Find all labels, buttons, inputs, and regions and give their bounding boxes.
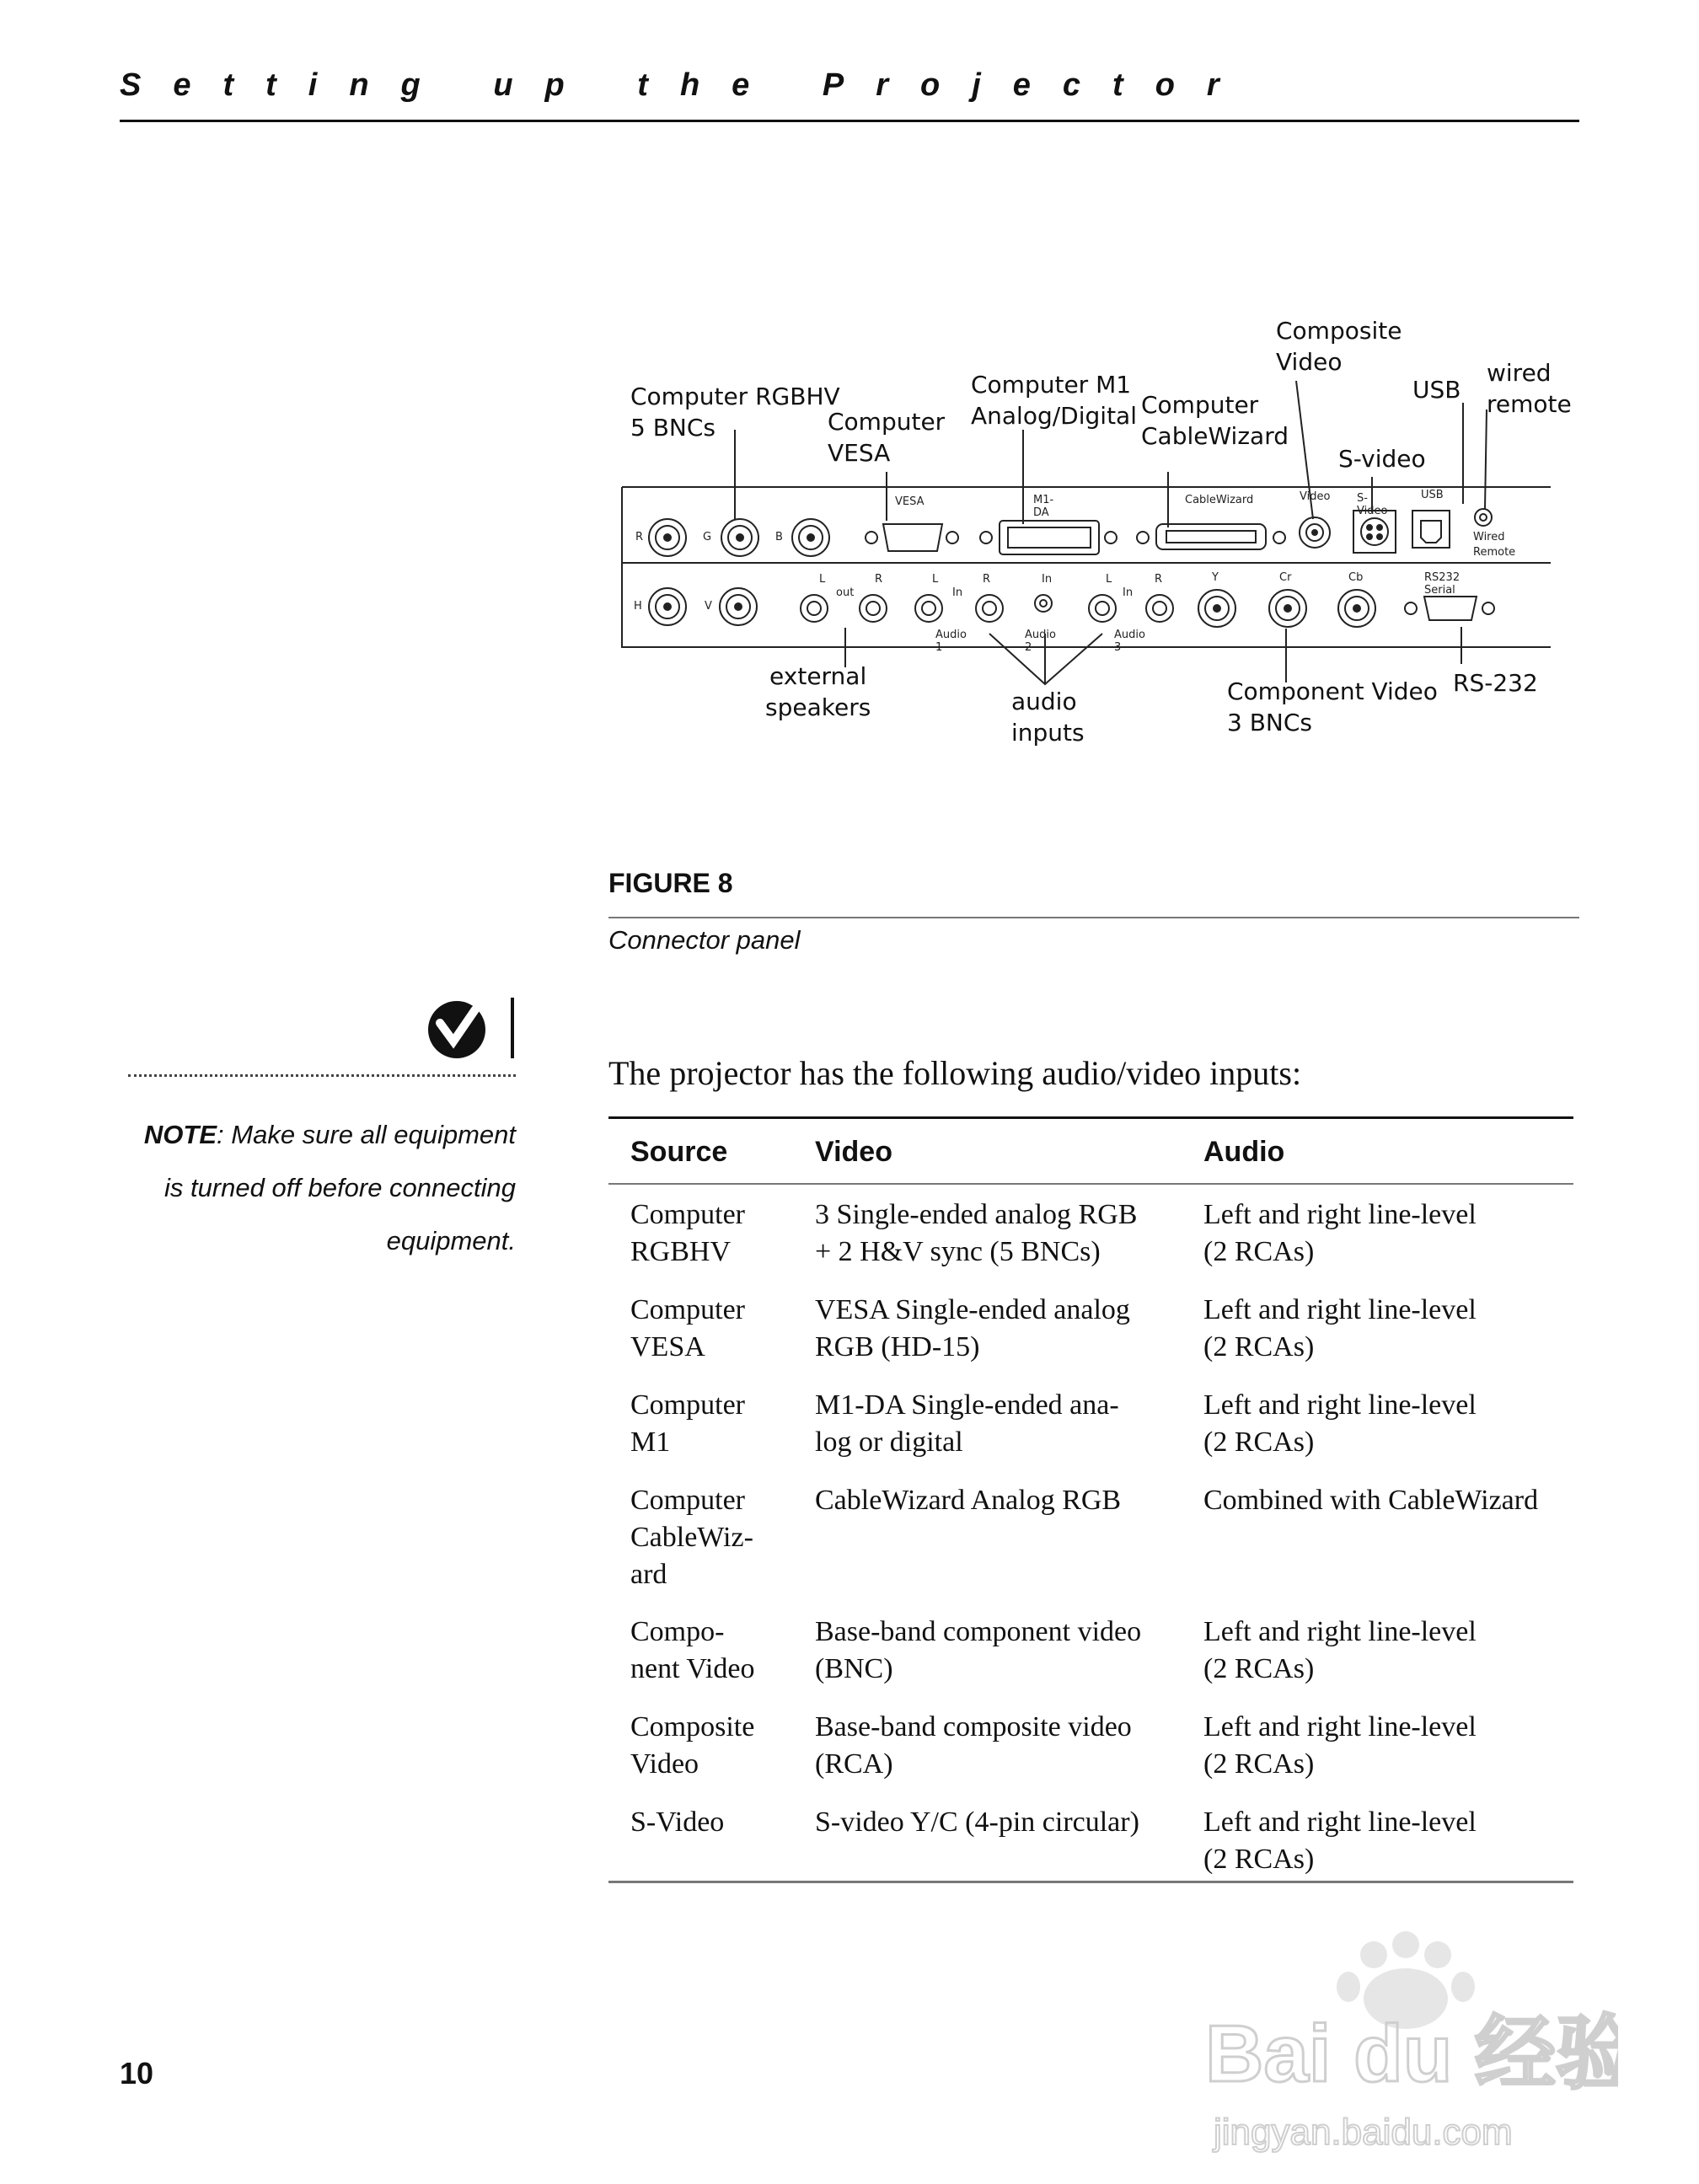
callout-svideo: S-video <box>1338 445 1426 473</box>
paw-logo-icon <box>1197 1930 1618 2157</box>
bnc-h <box>649 588 686 625</box>
callout-usb: USB <box>1412 376 1461 404</box>
callout-speakers: external speakers <box>765 662 871 721</box>
table-header-video: Video <box>815 1136 892 1168</box>
cablewizard-port <box>1137 524 1285 549</box>
label-audio2: Audio 2 <box>1025 629 1056 654</box>
label-a1-l: L <box>932 573 939 586</box>
bnc-g <box>721 519 758 556</box>
running-header: Setting up the Projector <box>120 67 1251 103</box>
label-vesa: VESA <box>895 495 925 508</box>
label-out: out <box>836 586 855 599</box>
label-m1da: M1-DA <box>1033 494 1054 519</box>
label-rs232-serial: RS232 Serial <box>1424 571 1460 597</box>
table-bottom-rule <box>608 1881 1573 1883</box>
callout-cablewizard: Computer CableWizard <box>1141 391 1289 450</box>
cell-video: CableWizard Analog RGB <box>815 1485 1122 1516</box>
callout-m1: Computer M1 Analog/Digital <box>971 371 1137 430</box>
usb-port <box>1412 511 1450 548</box>
label-b: B <box>775 531 783 543</box>
callout-wired-remote: wired remote <box>1487 359 1572 418</box>
bnc-cb <box>1338 590 1375 627</box>
wired-remote-jack <box>1475 509 1492 526</box>
label-usb: USB <box>1421 489 1444 501</box>
label-audio1: Audio 1 <box>935 629 967 654</box>
composite-rca <box>1300 517 1330 548</box>
audio-out-r <box>860 595 887 622</box>
callout-composite: Composite Video <box>1276 317 1402 376</box>
audio3-l <box>1089 595 1116 622</box>
intro-text: The projector has the following audio/video inputs: <box>608 1054 1302 1092</box>
bnc-cr <box>1269 590 1306 627</box>
label-y: Y <box>1212 571 1219 584</box>
cell-audio: Left and right line-level (2 RCAs) <box>1203 1294 1477 1362</box>
cell-audio: Left and right line-level (2 RCAs) <box>1203 1389 1477 1458</box>
label-g: G <box>703 531 712 543</box>
label-out-r: R <box>875 573 883 586</box>
label-video: Video <box>1300 490 1331 503</box>
note-line-3: equipment. <box>386 1226 516 1255</box>
cell-video: VESA Single-ended analog RGB (HD-15) <box>815 1294 1130 1362</box>
cell-source: Compo- nent Video <box>630 1616 755 1684</box>
table-header-audio: Audio <box>1203 1136 1285 1168</box>
cell-source: Computer VESA <box>630 1294 745 1362</box>
label-h: H <box>634 600 642 613</box>
note-text <box>118 1108 516 1267</box>
cell-video: Base-band composite video (RCA) <box>815 1711 1132 1780</box>
rs232-port <box>1405 597 1494 620</box>
cell-source: Computer CableWiz- ard <box>630 1485 753 1590</box>
label-svideo: S-Video <box>1357 492 1388 517</box>
note-line-1: : Make sure all equipment <box>217 1120 516 1149</box>
cell-audio: Left and right line-level (2 RCAs) <box>1203 1199 1477 1267</box>
cell-audio: Left and right line-level (2 RCAs) <box>1203 1616 1477 1684</box>
note-divider <box>128 1074 516 1077</box>
label-remote: Remote <box>1473 546 1516 559</box>
baidu-watermark <box>1197 1930 1618 2157</box>
cell-video: S-video Y/C (4-pin circular) <box>815 1807 1139 1838</box>
panel-outline <box>622 487 1551 647</box>
connector-panel-figure <box>590 303 1610 775</box>
label-v: V <box>705 600 712 613</box>
callout-vesa: Computer VESA <box>828 408 946 467</box>
audio1-l <box>915 595 942 622</box>
label-a3-r: R <box>1155 573 1163 586</box>
label-cb: Cb <box>1348 571 1364 584</box>
label-cr: Cr <box>1279 571 1292 584</box>
callout-rgbhv: Computer RGBHV 5 BNCs <box>630 383 840 442</box>
figure-caption: Connector panel <box>608 925 801 955</box>
cell-audio: Left and right line-level (2 RCAs) <box>1203 1807 1477 1875</box>
label-a3-in: In <box>1123 586 1134 599</box>
table-header-source: Source <box>630 1136 728 1168</box>
cell-audio: Left and right line-level (2 RCAs) <box>1203 1711 1477 1780</box>
cell-source: Composite Video <box>630 1711 755 1780</box>
label-out-l: L <box>819 573 826 586</box>
label-wired: Wired <box>1473 531 1505 543</box>
label-a3-l: L <box>1106 573 1112 586</box>
callout-component: Component Video 3 BNCs <box>1227 677 1438 736</box>
note-label: NOTE <box>143 1120 217 1149</box>
vesa-port <box>866 524 958 551</box>
page-number: 10 <box>120 2056 154 2090</box>
table-header-rule <box>608 1183 1573 1185</box>
cell-video: 3 Single-ended analog RGB + 2 H&V sync (5 BNCs) <box>815 1199 1138 1267</box>
audio2-jack <box>1035 595 1052 612</box>
label-cablewizard: CableWizard <box>1185 494 1254 506</box>
header-rule <box>120 120 1579 122</box>
watermark-logo: Bai du 经验 <box>1205 2009 1618 2099</box>
table-top-rule <box>608 1116 1573 1119</box>
cell-audio: Combined with CableWizard <box>1203 1485 1539 1516</box>
cell-video: Base-band component video (BNC) <box>815 1616 1142 1684</box>
note-line-2: is turned off before connecting <box>163 1173 516 1202</box>
audio1-r <box>976 595 1003 622</box>
audio-out-l <box>801 595 828 622</box>
cell-source: S-Video <box>630 1807 725 1838</box>
callout-rs232: RS-232 <box>1453 669 1538 697</box>
cell-source: Computer M1 <box>630 1389 745 1458</box>
bnc-y <box>1198 590 1235 627</box>
bnc-b <box>792 519 829 556</box>
label-r: R <box>635 531 644 543</box>
note-icon <box>421 994 523 1062</box>
label-a2-in: In <box>1042 573 1053 586</box>
label-a1-in: In <box>952 586 963 599</box>
bnc-v <box>720 588 757 625</box>
bnc-r <box>649 519 686 556</box>
cell-video: M1-DA Single-ended ana- log or digital <box>815 1389 1119 1458</box>
figure-label: FIGURE 8 <box>608 868 733 898</box>
watermark-url: jingyan.baidu.com <box>1214 2112 1513 2153</box>
label-audio3: Audio 3 <box>1114 629 1145 654</box>
callout-audio-inputs: audio inputs <box>1011 688 1085 747</box>
figure-rule <box>608 917 1579 918</box>
cell-source: Computer RGBHV <box>630 1199 745 1267</box>
label-a1-r: R <box>983 573 991 586</box>
m1da-port <box>980 521 1117 554</box>
leader-wired-remote <box>1485 410 1487 509</box>
audio3-r <box>1146 595 1173 622</box>
